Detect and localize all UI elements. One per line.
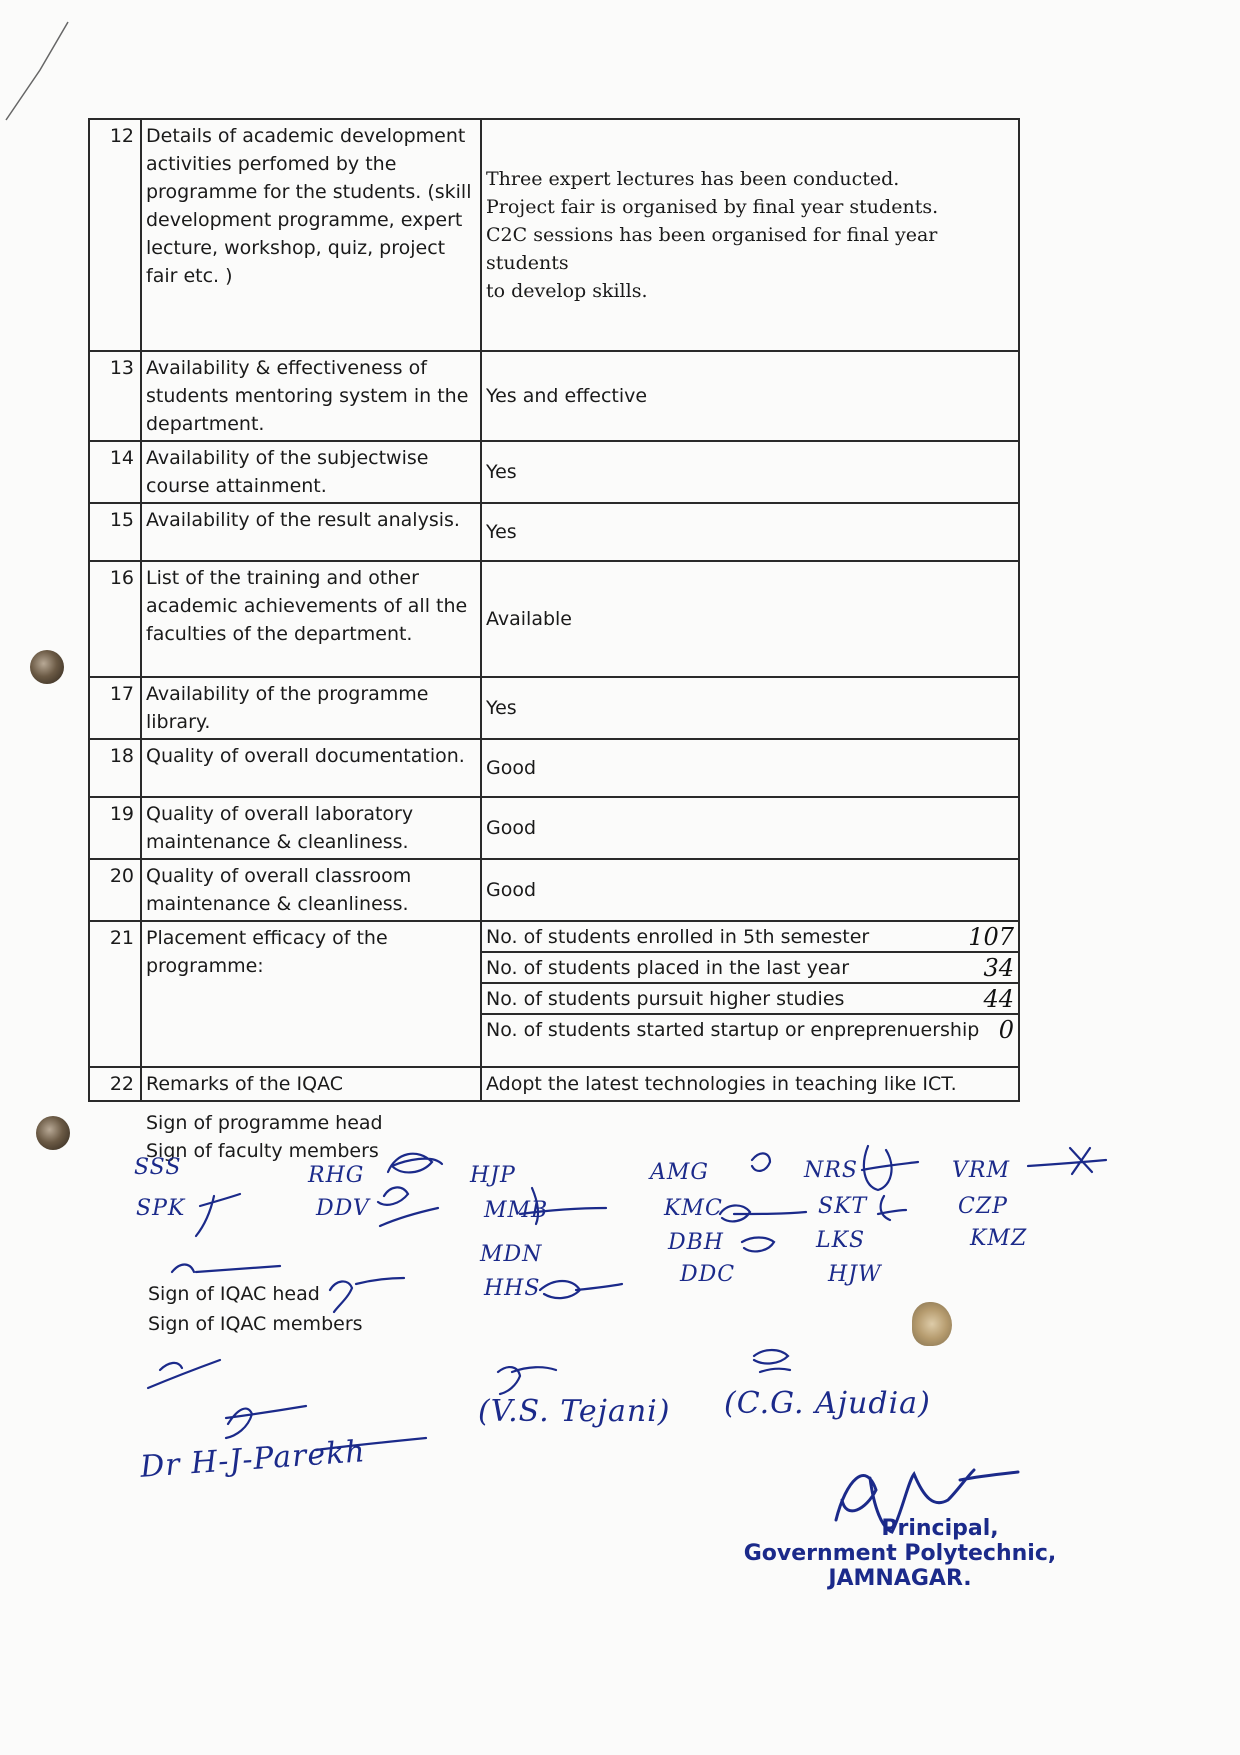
initials-dbh: DBH (668, 1230, 724, 1255)
parameter-cell: Quality of overall laboratory maintenance & cleanliness. (141, 797, 481, 859)
observation-cell: Yes (481, 441, 1019, 503)
row-number: 15 (89, 503, 141, 561)
stain-mark (912, 1302, 952, 1346)
observation-cell: Yes and effective (481, 351, 1019, 441)
initials-hjp: HJP (470, 1163, 516, 1188)
initials-spk: SPK (136, 1196, 186, 1221)
initials-vrm: VRM (952, 1158, 1010, 1183)
parameter-cell: Placement efficacy of the programme: (141, 921, 481, 1067)
observation-cell (481, 119, 1019, 351)
initials-kmc: KMC (664, 1196, 723, 1221)
punch-hole (36, 1116, 70, 1150)
parameter-cell: Remarks of the IQAC (141, 1067, 481, 1101)
placement-label: No. of students started startup or enpreprenuership (486, 1018, 980, 1041)
principal-stamp (730, 1516, 1070, 1591)
corner-mark (0, 20, 70, 130)
row-number: 18 (89, 739, 141, 797)
observation-cell: Yes (481, 677, 1019, 739)
placement-label: No. of students enrolled in 5th semester (486, 925, 870, 948)
row-number: 22 (89, 1067, 141, 1101)
row-number: 21 (89, 921, 141, 1067)
table-row (89, 1067, 1019, 1101)
parameter-cell: Details of academic development activities perfomed by the programme for the students. (skill development programme, expert lecture, workshop, quiz, project fair etc. ) (141, 119, 481, 351)
stamp-title: Principal, (881, 1516, 999, 1541)
placement-item (482, 922, 1018, 953)
table-row (89, 921, 1019, 1067)
row-number: 19 (89, 797, 141, 859)
programme-head-label: Sign of programme head (146, 1112, 383, 1134)
parameter-cell: Availability of the programme library. (141, 677, 481, 739)
initials-skt: SKT (818, 1194, 868, 1219)
table-row (89, 503, 1019, 561)
signature-rhg (388, 1154, 442, 1173)
observation-cell: Good (481, 797, 1019, 859)
signature-iqac-member (226, 1406, 306, 1438)
table-row (89, 677, 1019, 739)
row-number: 14 (89, 441, 141, 503)
initials-sss: SSS (134, 1155, 182, 1180)
observation-cell: Good (481, 739, 1019, 797)
signature-ddv (378, 1187, 438, 1226)
review-table (88, 118, 1020, 1102)
signature-name: Dr H-J-Parekh (139, 1434, 367, 1485)
table-row (89, 797, 1019, 859)
initials-mmb: MMB (484, 1198, 549, 1223)
observation-cell: Good (481, 859, 1019, 921)
placement-item (482, 1015, 1018, 1044)
initials-hjw: HJW (828, 1262, 882, 1287)
signature-dbh (742, 1238, 774, 1252)
signature-name: (V.S. Tejani) (478, 1394, 671, 1429)
signature-amg (752, 1153, 770, 1171)
signature-vrm (1028, 1148, 1106, 1174)
signature-skt (878, 1196, 906, 1220)
row-number: 20 (89, 859, 141, 921)
table-row (89, 859, 1019, 921)
table-row (89, 441, 1019, 503)
placement-value: 107 (968, 922, 1014, 951)
parameter-cell: Availability of the result analysis. (141, 503, 481, 561)
signature-hhs (540, 1281, 622, 1298)
iqac-head-label: Sign of IQAC head (148, 1283, 320, 1305)
placement-value: 0 (998, 1015, 1014, 1044)
parameter-cell: Quality of overall classroom maintenance & cleanliness. (141, 859, 481, 921)
initials-ddv: DDV (316, 1196, 370, 1221)
parameter-cell: Availability of the subjectwise course attainment. (141, 441, 481, 503)
signature-iqac-member (498, 1367, 556, 1394)
initials-mdn: MDN (480, 1242, 543, 1267)
signature-nrs (862, 1146, 918, 1190)
initials-hhs: HHS (484, 1276, 541, 1301)
row-number: 16 (89, 561, 141, 677)
stamp-city: JAMNAGAR. (828, 1566, 972, 1591)
signature-kmc (720, 1205, 806, 1221)
table-row (89, 739, 1019, 797)
placement-label: No. of students pursuit higher studies (486, 987, 845, 1010)
observation-cell: Available (481, 561, 1019, 677)
observation-cell: Adopt the latest technologies in teaching like ICT. (481, 1067, 1019, 1101)
observation-line: Project fair is organised by final year students. (486, 196, 939, 218)
signature-iqac-member (148, 1360, 220, 1388)
row-number: 13 (89, 351, 141, 441)
initials-ddc: DDC (680, 1262, 736, 1287)
signature-name: (C.G. Ajudia) (724, 1386, 931, 1421)
placement-value: 44 (983, 984, 1014, 1013)
observation-line: C2C sessions has been organised for final year students (486, 224, 938, 274)
signature-iqac-member (754, 1350, 790, 1372)
parameter-cell: Quality of overall documentation. (141, 739, 481, 797)
placement-value: 34 (983, 953, 1014, 982)
placement-label: No. of students placed in the last year (486, 956, 850, 979)
stamp-org: Government Polytechnic, (743, 1541, 1057, 1566)
initials-amg: AMG (650, 1160, 709, 1185)
observation-cell: Yes (481, 503, 1019, 561)
initials-rhg: RHG (308, 1163, 365, 1188)
placement-item (482, 984, 1018, 1015)
punch-hole (30, 650, 64, 684)
signature-iqac-member (172, 1265, 280, 1273)
initials-kmz: KMZ (970, 1226, 1028, 1251)
placement-cell (481, 921, 1019, 1067)
observation-line: to develop skills. (486, 280, 648, 302)
iqac-members-label: Sign of IQAC members (148, 1313, 363, 1335)
row-number: 12 (89, 119, 141, 351)
parameter-cell: Availability & effectiveness of students mentoring system in the department. (141, 351, 481, 441)
parameter-cell: List of the training and other academic achievements of all the faculties of the department. (141, 561, 481, 677)
signature-spk (196, 1194, 240, 1236)
initials-nrs: NRS (804, 1158, 858, 1183)
signature-iqac-head (330, 1278, 404, 1312)
placement-item (482, 953, 1018, 984)
observation-line: Three expert lectures has been conducted. (486, 168, 900, 190)
faculty-members-label: Sign of faculty members (146, 1140, 379, 1162)
table-row (89, 351, 1019, 441)
initials-lks: LKS (816, 1228, 866, 1253)
initials-czp: CZP (958, 1194, 1008, 1219)
table-row (89, 561, 1019, 677)
row-number: 17 (89, 677, 141, 739)
table-row (89, 119, 1019, 351)
